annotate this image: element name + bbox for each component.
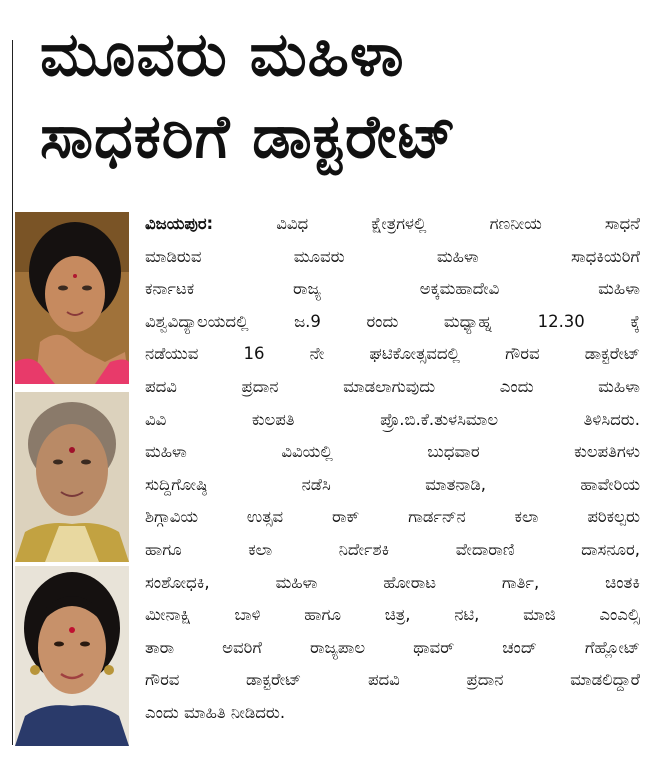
portrait-photo-2 bbox=[15, 392, 129, 562]
article-line: ವಿಶ್ವವಿದ್ಯಾಲಯದಲ್ಲಿ ಜ.9 ರಂದು ಮಧ್ಯಾಹ್ನ 12.30 ಕ್ಕೆ bbox=[145, 311, 640, 331]
article-line: ಹಾಗೂ ಕಲಾ ನಿರ್ದೇಶಕಿ ವೇದಾರಾಣಿ ದಾಸನೂರ, bbox=[145, 539, 640, 559]
article-line: ಸಂಶೋಧಕಿ, ಮಹಿಳಾ ಹೋರಾಟ ಗಾರ್ತಿ, ಚಿಂತಕಿ bbox=[145, 572, 640, 592]
dateline: ವಿಜಯಪುರ: bbox=[145, 214, 214, 233]
article-line: ತಾರಾ ಅವರಿಗೆ ರಾಜ್ಯಪಾಲ ಥಾವರ್ ಚಂದ್ ಗೆಹ್ಲೋಟ್ bbox=[145, 637, 640, 657]
headline-line-1: ಮೂವರು ಮಹಿಳಾ bbox=[40, 20, 405, 90]
article-line: ವಿವಿ ಕುಲಪತಿ ಪ್ರೊ.ಬಿ.ಕೆ.ತುಳಸಿಮಾಲ ತಿಳಿಸಿದರು. bbox=[145, 409, 640, 429]
article-body bbox=[145, 208, 640, 730]
article-line: ಮಹಿಳಾ ವಿವಿಯಲ್ಲಿ ಬುಧವಾರ ಕುಲಪತಿಗಳು bbox=[145, 442, 640, 462]
article-line: ಗೌರವ ಡಾಕ್ಟರೇಟ್ ಪದವಿ ಪ್ರದಾನ ಮಾಡಲಿದ್ದಾರೆ bbox=[145, 670, 640, 690]
article-line: ನಡೆಯುವ 16 ನೇ ಘಟಿಕೋತ್ಸವದಲ್ಲಿ ಗೌರವ ಡಾಕ್ಟರೇಟ್ bbox=[145, 344, 640, 364]
article-line: ಮಾಡಿರುವ ಮೂವರು ಮಹಿಳಾ ಸಾಧಕಿಯರಿಗೆ bbox=[145, 246, 640, 266]
article-line bbox=[145, 208, 640, 241]
headline-line-2: ಸಾಧಕರಿಗೆ ಡಾಕ್ಟರೇಟ್ bbox=[40, 102, 458, 172]
article-line: ಕರ್ನಾಟಕ ರಾಜ್ಯ ಅಕ್ಕಮಹಾದೇವಿ ಮಹಿಳಾ bbox=[145, 279, 640, 299]
article-line: ಶಿಗ್ಗಾವಿಯ ಉತ್ಸವ ರಾಕ್ ಗಾರ್ಡನ್‌ನ ಕಲಾ ಪರಿಕಲ್ಪರು bbox=[145, 507, 640, 527]
article-line: ಮೀನಾಕ್ಷಿ ಬಾಳಿ ಹಾಗೂ ಚಿತ್ರ, ನಟಿ, ಮಾಜಿ ಎಂಎಲ್ಸಿ bbox=[145, 605, 640, 625]
article-line-text: ವಿವಿಧ ಕ್ಷೇತ್ರಗಳಲ್ಲಿ ಗಣನೀಯ ಸಾಧನೆ bbox=[276, 214, 640, 233]
portrait-photo-3 bbox=[15, 566, 129, 746]
column-rule bbox=[12, 40, 13, 745]
article-line: ಪದವಿ ಪ್ರದಾನ ಮಾಡಲಾಗುವುದು ಎಂದು ಮಹಿಳಾ bbox=[145, 376, 640, 396]
portrait-photo-1 bbox=[15, 212, 129, 384]
article-line: ಸುದ್ದಿಗೋಷ್ಠಿ ನಡೆಸಿ ಮಾತನಾಡಿ, ಹಾವೇರಿಯ bbox=[145, 474, 640, 494]
article-line: ಎಂದು ಮಾಹಿತಿ ನೀಡಿದರು. bbox=[145, 702, 286, 722]
headline bbox=[40, 14, 650, 178]
